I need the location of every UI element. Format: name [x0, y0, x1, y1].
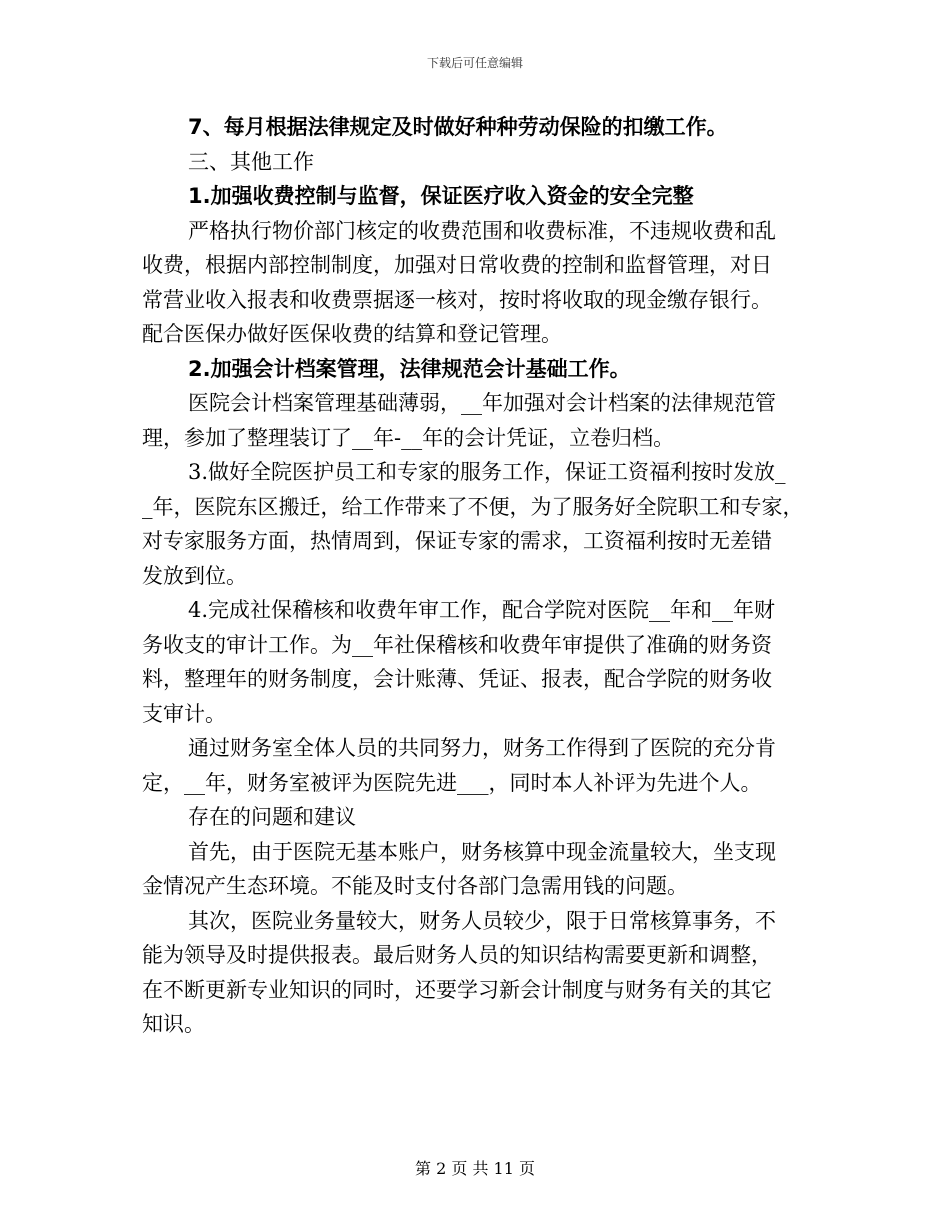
paragraph-line: 配合医保办做好医保收费的结算和登记管理。: [142, 322, 562, 346]
paragraph-line: 支审计。: [142, 701, 226, 726]
paragraph-line: 3.做好全院医护员工和专家的服务工作，保证工资福利按时发放_: [188, 460, 786, 484]
section-heading-other-work: 三、其他工作: [188, 149, 314, 174]
paragraph-line: 定，__年，财务室被评为医院先进___，同时本人补评为先进个人。: [142, 770, 762, 795]
paragraph-line: 金情况产生态环境。不能及时支付各部门急需用钱的问题。: [142, 874, 688, 898]
page-number: 第 2 页 共 11 页: [415, 1159, 535, 1178]
paragraph-line: 料，整理年的财务制度，会计账薄、凭证、报表，配合学院的财务收: [142, 667, 772, 691]
paragraph-line: 收费，根据内部控制制度，加强对日常收费的控制和监督管理，对日: [142, 253, 772, 277]
paragraph-line: 其次，医院业务量较大，财务人员较少，限于日常核算事务，不: [188, 908, 776, 933]
paragraph-line: 4.完成社保稽核和收费年审工作，配合学院对医院__年和__年财: [188, 598, 776, 622]
paragraph-line: 发放到位。: [142, 563, 247, 588]
paragraph-line: 医院会计档案管理基础薄弱，__年加强对会计档案的法律规范管: [188, 391, 776, 415]
subheading-2: 2.加强会计档案管理，法律规范会计基础工作。: [188, 356, 631, 381]
document-body: [142, 110, 814, 1042]
paragraph-line: 常营业收入报表和收费票据逐一核对，按时将收取的现金缴存银行。: [142, 287, 772, 312]
section-heading-issues: 存在的问题和建议: [188, 805, 356, 829]
header-note: 下载后可任意编辑: [426, 56, 523, 70]
paragraph-line: 通过财务室全体人员的共同努力，财务工作得到了医院的充分肯: [188, 736, 776, 760]
paragraph-line: 对专家服务方面，热情周到，保证专家的需求，工资福利按时无差错: [142, 529, 772, 553]
paragraph-line: _年，医院东区搬迁，给工作带来了不便，为了服务好全院职工和专家，: [142, 494, 804, 519]
paragraph-line: 理，参加了整理装订了__年-__年的会计凭证，立卷归档。: [142, 425, 675, 450]
paragraph-line: 在不断更新专业知识的同时，还要学习新会计制度与财务有关的其它: [142, 977, 772, 1002]
subheading-1: 1.加强收费控制与监督，保证医疗收入资金的安全完整: [188, 184, 694, 208]
paragraph-line: 务收支的审计工作。为__年社保稽核和收费年审提供了准确的财务资: [142, 632, 772, 657]
paragraph-line: 严格执行物价部门核定的收费范围和收费标准，不违规收费和乱: [188, 218, 776, 243]
paragraph-line: 首先，由于医院无基本账户，财务核算中现金流量较大，坐支现: [188, 839, 776, 864]
paragraph-line: 知识。: [142, 1012, 205, 1036]
heading-item-7: 7、每月根据法律规定及时做好种种劳动保险的扣缴工作。: [188, 115, 728, 139]
paragraph-line: 能为领导及时提供报表。最后财务人员的知识结构需要更新和调整，: [142, 943, 772, 967]
